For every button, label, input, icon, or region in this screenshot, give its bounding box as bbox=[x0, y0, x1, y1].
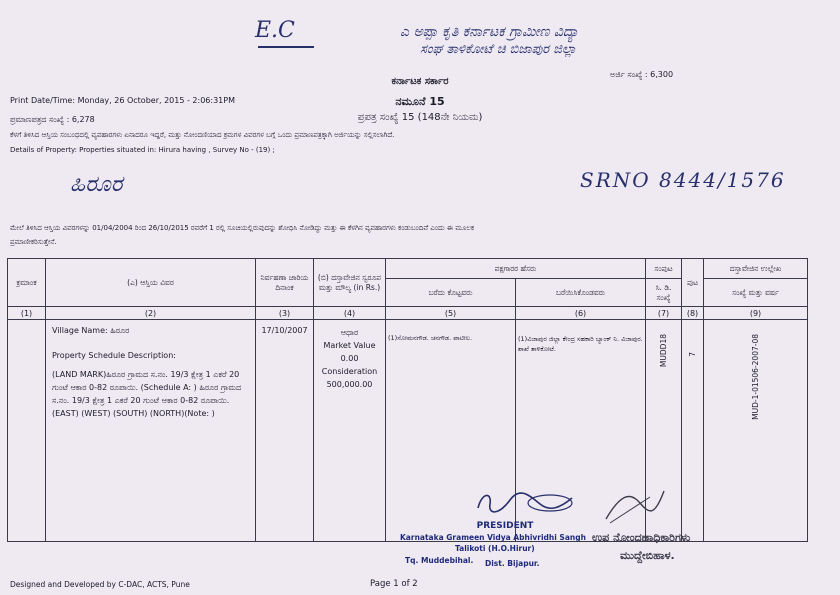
footer-credit: Designed and Developed by C-DAC, ACTS, Pune bbox=[10, 580, 190, 589]
official-signature-icon bbox=[600, 485, 670, 525]
header-claimant: ಬರೆಯಿಸಿಕೊಂಡವರು bbox=[516, 279, 646, 307]
schedule-description: (LAND MARK)ಹಿರೂರ ಗ್ರಾಮದ ಸ.ನಂ. 19/3 ಕ್ಷೇತ್ರ 1 ಎಕರೆ 20 ಗುಂಟೆ ಆಕಾರ 0-82 ರೂಪಾಯಿ. (Schedule A: ) ಹಿರೂರ ಗ್ರಾಮದ ಸ.ನಂ. 19/3 ಕ್ಷೇತ್ರ 1 ಎಕರೆ 20 ಗುಂಟೆ ಆಕಾರ 0-82 ರೂಪಾಯಿ. (EAST) (WEST) (SOUTH) (NORTH)(Note: ) bbox=[52, 370, 242, 418]
sub-registrar-office: ಮುದ್ದೇಬಿಹಾಳ. bbox=[620, 549, 675, 562]
form-rule: ಪ್ರಪತ್ರ ಸಂಖ್ಯೆ 15 (148ನೇ ನಿಯಮ) bbox=[357, 112, 483, 123]
col-num-4: (4) bbox=[314, 307, 386, 320]
header-property: (ಎ) ಆಸ್ತಿಯ ವಿವರ bbox=[46, 259, 256, 307]
seal-title: PRESIDENT bbox=[476, 521, 534, 531]
page-indicator: Page 1 of 2 bbox=[370, 579, 418, 589]
cell-serial bbox=[8, 320, 46, 542]
header-executant: ಬರೆದು ಕೊಟ್ಟವರು bbox=[386, 279, 516, 307]
ec-underline bbox=[258, 46, 314, 48]
header-serial: ಕ್ರಮಾಂಕ bbox=[8, 259, 46, 307]
handwritten-ec-mark: E.C bbox=[255, 18, 295, 43]
intro-line: ಕೆಳಗೆ ತಿಳಿಸಿದ ಆಸ್ತಿಯ ಸಂಬಂಧದಲ್ಲಿ ವ್ಯವಹಾರಗಳು ಏನಾದರೂ ಇದ್ದರೆ, ಮತ್ತು ನೋಂದಣಿಯಾದ ಕ್ರಮಗಳ ವಿವರಗಳ ಬಗ್ಗೆ ಒಂದು ಪ್ರಮಾಣಪತ್ರಕ್ಕಾಗಿ ಅರ್ಜಿಯನ್ನು ಸಲ್ಲಿಸಲಾಗಿದೆ. bbox=[10, 131, 395, 139]
seal-line-1: Karnataka Grameen Vidya Abhivridhi Sangh bbox=[400, 533, 586, 542]
handwritten-top-right-2: ಸಂಘ ತಾಳಿಕೋಟೆ ಚಿ ಬಿಜಾಪುರ ಜಿಲ್ಲಾ bbox=[420, 42, 577, 57]
statement-line-2: ಪ್ರಮಾಣೀಕರಿಸುತ್ತೇನೆ. bbox=[10, 238, 57, 246]
consideration-label: Consideration bbox=[321, 367, 378, 376]
col-num-2: (2) bbox=[46, 307, 256, 320]
header-nature: (ಬಿ) ದಸ್ತಾವೇಜಿನ ಸ್ವರೂಪ ಮತ್ತು ಮೌಲ್ಯ (in Rs.) bbox=[314, 259, 386, 307]
col-num-1: (1) bbox=[8, 307, 46, 320]
col-num-3: (3) bbox=[256, 307, 314, 320]
property-details: Details of Property: Properties situated in: Hirura having , Survey No - (19) ; bbox=[10, 146, 275, 154]
statement-line: ಮೇಲೆ ತಿಳಿಸಿದ ಆಸ್ತಿಯ ವಿವರಗಳನ್ನು 01/04/2004 ರಿಂದ 26/10/2015 ರವರೆಗೆ 1 ರಲ್ಲಿ ಸೂಚಿಯಲ್ಲಿರುವುದನ್ನು ಶೋಧಿಸಿ ನೋಡಿದ್ದು ಮತ್ತು ಈ ಕೆಳಗಿನ ವ್ಯವಹಾರಗಳು ಕಂಡುಬಂದಿವೆ ಎಂದು ಈ ಮೂಲಕ bbox=[10, 224, 475, 232]
header-reference-sub: ಸಂಖ್ಯೆ ಮತ್ತು ವರ್ಷ bbox=[704, 279, 808, 307]
cell-property bbox=[46, 320, 256, 542]
seal-line-4: Dist. Bijapur. bbox=[485, 559, 540, 568]
govt-title: ಕರ್ನಾಟಕ ಸರ್ಕಾರ bbox=[391, 76, 449, 87]
handwritten-serial: SRNO 8444/1576 bbox=[580, 168, 786, 192]
handwritten-left-mid: ಹಿರೂರ bbox=[70, 172, 123, 197]
table-row bbox=[8, 320, 808, 542]
header-volume-sub: ಸಿ. ಡಿ. ಸಂಖ್ಯೆ bbox=[646, 279, 682, 307]
col-num-8: (8) bbox=[682, 307, 704, 320]
volume-number: MUDD18 bbox=[659, 334, 669, 368]
sub-registrar-title: ಉಪ ನೋಂದಣಾಧಿಕಾರಿಗಳು bbox=[592, 531, 691, 544]
handwritten-top-right-1: ಎ ಅಪ್ಪಾ ಕೃತಿ ಕರ್ನಾಟಕ ಗ್ರಾಮೀಣ ವಿದ್ಯಾ bbox=[400, 24, 579, 40]
header-reference: ದಸ್ತಾವೇಜಿನ ಉಲ್ಲೇಖ bbox=[704, 259, 808, 279]
page-number: 7 bbox=[688, 352, 698, 357]
signature-icon bbox=[470, 488, 580, 518]
col-num-7: (7) bbox=[646, 307, 682, 320]
document-nature: ಆಧಾರ bbox=[340, 328, 359, 337]
header-page: ಪುಟ bbox=[682, 259, 704, 307]
header-date: ನಿರ್ವಹಣಾ ಜಾರಿಯ ದಿನಾಂಕ bbox=[256, 259, 314, 307]
header-volume: ಸಂಪುಟ bbox=[646, 259, 682, 279]
seal-line-3: Tq. Muddebihal. bbox=[405, 556, 474, 565]
market-value-label: Market Value bbox=[323, 341, 376, 350]
document-reference: MUD-1-01506-2007-08 bbox=[751, 334, 761, 420]
cell-reference bbox=[704, 320, 808, 542]
application-number: ಅರ್ಜಿ ಸಂಖ್ಯೆ : 6,300 bbox=[610, 70, 674, 79]
cell-nature bbox=[314, 320, 386, 542]
col-num-9: (9) bbox=[704, 307, 808, 320]
seal-line-2: Talikoti (H.O.Hirur) bbox=[455, 544, 535, 553]
consideration-value: 500,000.00 bbox=[326, 380, 373, 389]
cell-claimant: (1)ವಿಜಾಪುರ ಜಿಲ್ಲಾ ಕೇಂದ್ರ ಸಹಕಾರಿ ಬ್ಯಾಂಕ್ ನಿ. ವಿಜಾಪುರ. ಶಾಖೆ ತಾಳಿಕೋಟೆ. bbox=[516, 320, 646, 542]
cell-date: 17/10/2007 bbox=[256, 320, 314, 542]
schedule-label: Property Schedule Description: bbox=[52, 351, 176, 360]
header-parties: ಪಕ್ಷಗಾರರ ಹೆಸರು bbox=[386, 259, 646, 279]
cell-executant: (1)ಸೋಮನಗೌಡ. ಚನಗೌಡ. ಪಾಟೀಲ. bbox=[386, 320, 516, 542]
form-title: ನಮೂನೆ 15 bbox=[395, 95, 445, 108]
col-num-5: (5) bbox=[386, 307, 516, 320]
certificate-number: ಪ್ರಮಾಣಪತ್ರದ ಸಂಖ್ಯೆ : 6,278 bbox=[10, 115, 95, 124]
encumbrance-table bbox=[7, 258, 808, 542]
print-datetime: Print Date/Time: Monday, 26 October, 2015 - 2:06:31PM bbox=[10, 96, 235, 105]
village-name: Village Name: ಹಿರೂರ bbox=[52, 326, 130, 335]
market-value: 0.00 bbox=[340, 354, 359, 363]
col-num-6: (6) bbox=[516, 307, 646, 320]
cell-page bbox=[682, 320, 704, 542]
